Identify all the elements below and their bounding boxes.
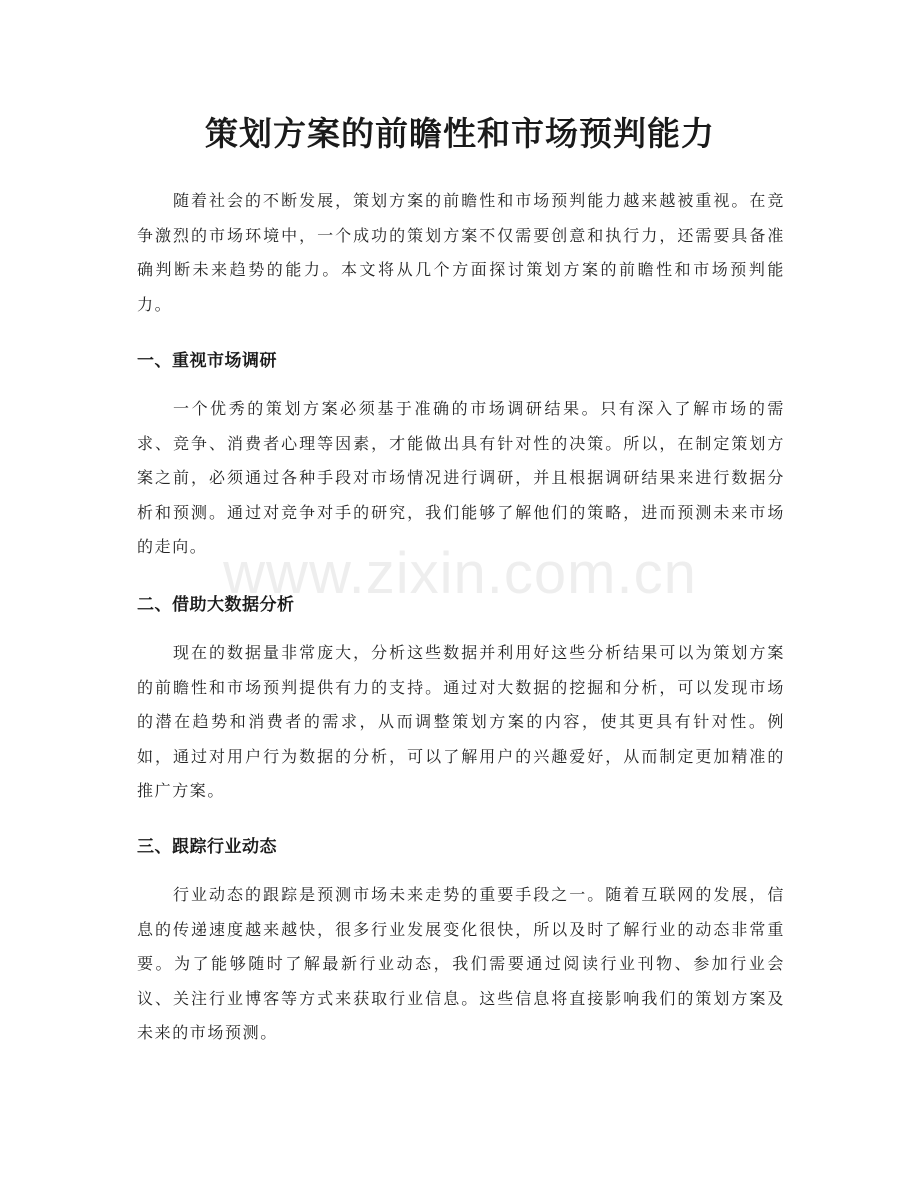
section-heading-1: 一、重视市场调研 [137,351,277,371]
section-body-3: 行业动态的跟踪是预测市场未来走势的重要手段之一。随着互联网的发展，信息的传递速度越来越快，很多行业发展变化很快，所以及时了解行业的动态非常重要。为了能够随时了解最新行业动态，我们需要通过阅读行业刊物、参加行业会议、关注行业博客等方式来获取行业信息。这些信息将直接影响我们的策划方案及未来的市场预测。 [137,885,785,1042]
section-body-2: 现在的数据量非常庞大，分析这些数据并利用好这些分析结果可以为策划方案的前瞻性和市场预判提供有力的支持。通过对大数据的挖掘和分析，可以发现市场的潜在趋势和消费者的需求，从而调整策划方案的内容，使其更具有针对性。例如，通过对用户行为数据的分析，可以了解用户的兴趣爱好，从而制定更加精准的推广方案。 [137,643,785,800]
section-heading-3: 三、跟踪行业动态 [137,837,277,857]
watermark: www.zixin.com.cn [223,541,697,606]
section-body-1: 一个优秀的策划方案必须基于准确的市场调研结果。只有深入了解市场的需求、竞争、消费者心理等因素，才能做出具有针对性的决策。所以，在制定策划方案之前，必须通过各种手段对市场情况进行调研，并且根据调研结果来进行数据分析和预测。通过对竞争对手的研究，我们能够了解他们的策略，进而预测未来市场的走向。 [137,399,785,556]
intro-paragraph: 随着社会的不断发展，策划方案的前瞻性和市场预判能力越来越被重视。在竞争激烈的市场环境中，一个成功的策划方案不仅需要创意和执行力，还需要具备准确判断未来趋势的能力。本文将从几个方面探讨策划方案的前瞻性和市场预判能力。 [137,191,785,314]
section-heading-2: 二、借助大数据分析 [137,595,295,615]
page-title: 策划方案的前瞻性和市场预判能力 [205,114,715,153]
